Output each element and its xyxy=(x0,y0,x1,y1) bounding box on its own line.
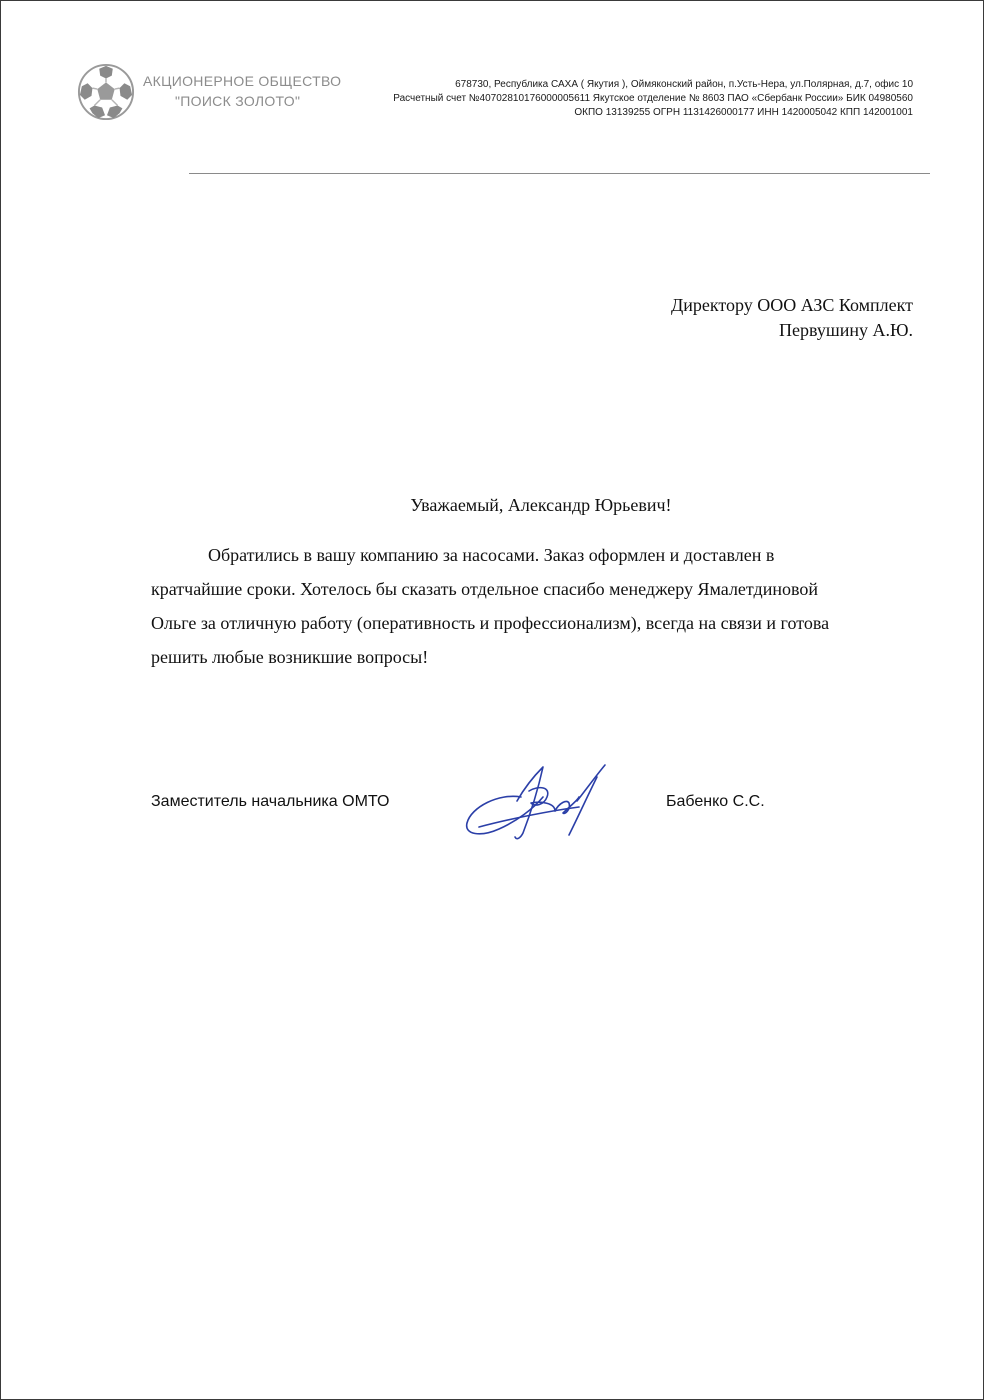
body-line: Ольге за отличную работу (оперативность и профессионализм), всегда на связи и готова xyxy=(151,613,830,633)
header-divider xyxy=(189,173,930,174)
soccer-ball-logo-icon xyxy=(77,63,135,121)
company-name xyxy=(143,71,353,111)
letter-body xyxy=(151,538,921,674)
handwritten-signature xyxy=(459,757,639,847)
body-line: кратчайшие сроки. Хотелось бы сказать отдельное спасибо менеджеру Ямалетдиновой xyxy=(151,579,818,599)
addressee-block xyxy=(671,293,913,343)
requisites-address: 678730, Республика САХА ( Якутия ), Оймяконский район, п.Усть-Нера, ул.Полярная, д.7, офис 10 xyxy=(455,79,913,90)
signatory-position: Заместитель начальника ОМТО xyxy=(151,793,390,810)
letter-greeting: Уважаемый, Александр Юрьевич! xyxy=(410,495,672,515)
company-requisites xyxy=(393,78,913,120)
addressee-title: Директору ООО АЗС Комплект xyxy=(670,295,913,315)
company-name-line2: "ПОИСК ЗОЛОТО" xyxy=(175,93,301,109)
body-line: Обратились в вашу компанию за насосами. Заказ оформлен и доставлен в xyxy=(208,545,775,565)
addressee-name: Первушину А.Ю. xyxy=(779,320,913,340)
signatory-name: Бабенко С.С. xyxy=(666,793,765,810)
requisites-bank-account: Расчетный счет №40702810176000005611 Якутское отделение № 8603 ПАО «Сбербанк России» БИК 04980560 xyxy=(393,93,913,104)
body-line: решить любые возникшие вопросы! xyxy=(151,647,429,667)
company-name-line1: АКЦИОНЕРНОЕ ОБЩЕСТВО xyxy=(143,73,342,89)
requisites-codes: ОКПО 13139255 ОГРН 1131426000177 ИНН 1420005042 КПП 142001001 xyxy=(574,107,913,118)
